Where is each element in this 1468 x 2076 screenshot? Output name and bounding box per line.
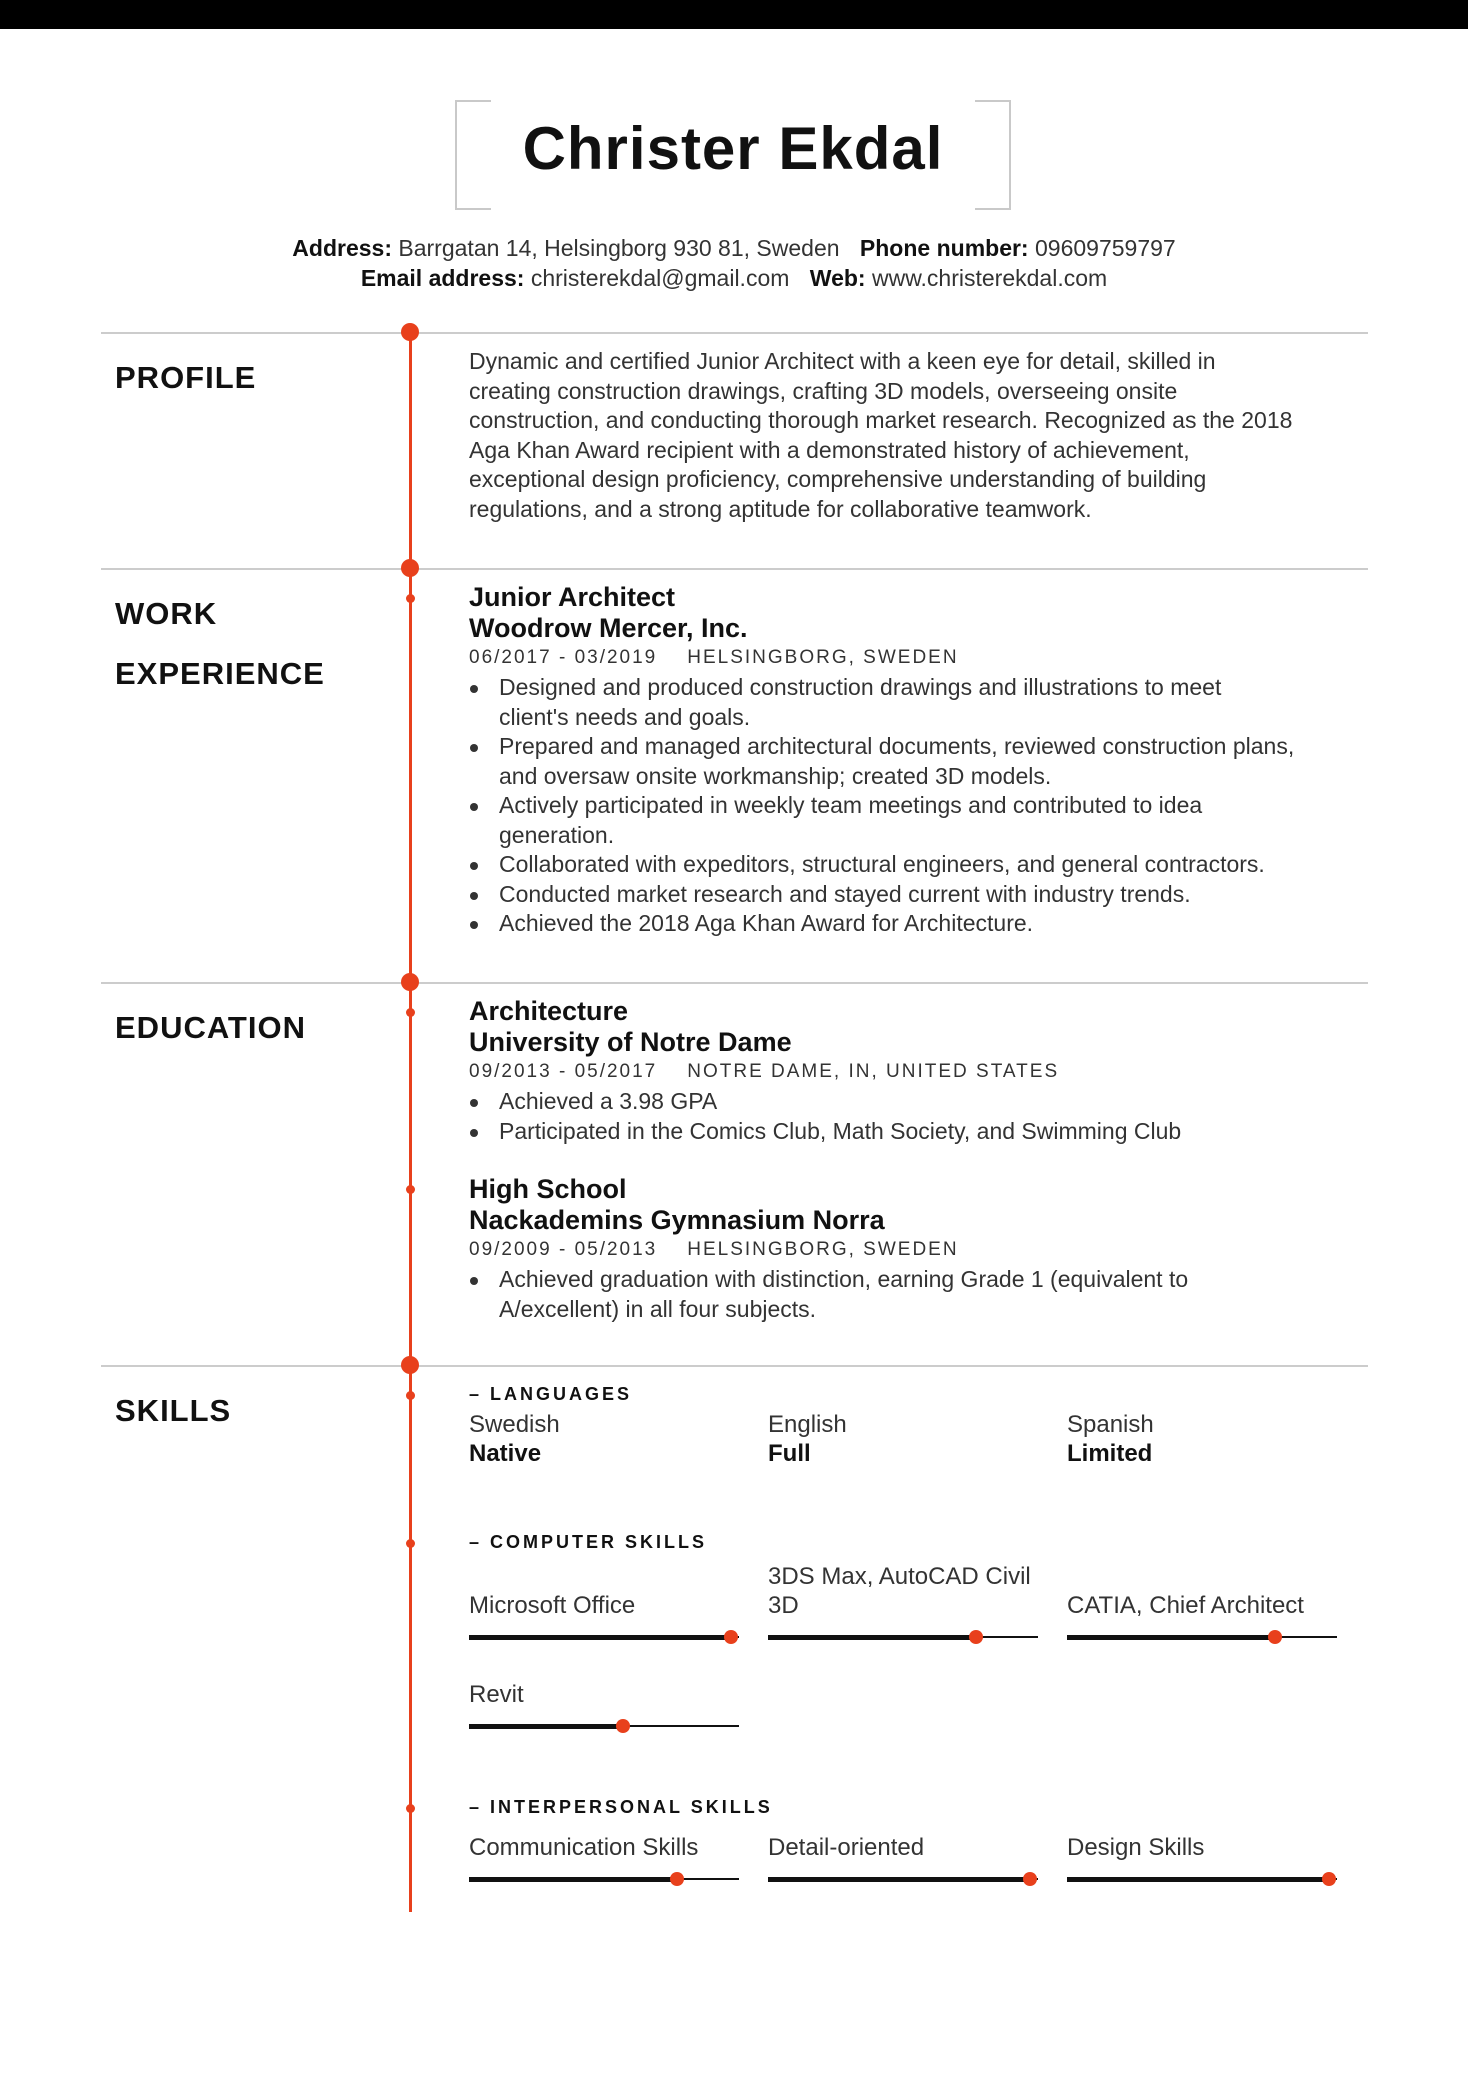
bullet-line: Prepared and managed architectural documents, reviewed construction plans, <box>499 733 1295 759</box>
skill-bar-knob <box>1268 1630 1282 1644</box>
skill-bar-fill <box>768 1877 1030 1882</box>
skill-label-line: Microsoft Office <box>469 1592 636 1619</box>
bullet-item <box>499 732 1369 791</box>
job-bullets <box>469 673 1369 939</box>
education-meta <box>469 1058 1369 1085</box>
bullet-line: generation. <box>499 821 615 848</box>
skill-bar-fill <box>768 1635 976 1640</box>
bullet-item <box>499 1117 1369 1147</box>
skill-item <box>1067 1822 1337 1886</box>
skill-label-line: Revit <box>469 1681 524 1708</box>
timeline-marker <box>406 1391 415 1400</box>
degree-title: High School <box>469 1174 627 1204</box>
timeline-marker <box>406 594 415 603</box>
interpersonal-skills-subheading: – INTERPERSONAL SKILLS <box>469 1797 773 1817</box>
bullet-line: Conducted market research and stayed current with industry trends. <box>499 880 1191 907</box>
bullet-line: Achieved graduation with distinction, earning Grade 1 (equivalent to <box>499 1266 1189 1292</box>
timeline-marker <box>406 1804 415 1813</box>
timeline-dot <box>401 1356 419 1374</box>
job-meta <box>469 644 1369 671</box>
education-dates: 09/2009 - 05/2013 <box>469 1239 658 1260</box>
email-value[interactable]: christerekdal@gmail.com <box>530 265 790 291</box>
timeline-marker <box>406 1185 415 1194</box>
work-heading-line-1: WORK <box>115 596 218 631</box>
bullet-line: Participated in the Comics Club, Math Society, and Swimming Club <box>499 1117 1182 1144</box>
skill-bar-fill <box>469 1877 677 1882</box>
contact-line-1 <box>0 235 1468 262</box>
skill-item <box>469 1669 739 1733</box>
web-label: Web: <box>809 265 866 291</box>
skill-level-bar <box>1067 1872 1337 1886</box>
education-entry <box>469 996 1369 1146</box>
education-heading: EDUCATION <box>115 1010 306 1045</box>
bullet-item <box>499 1087 1369 1117</box>
bullet-line: Achieved a 3.98 GPA <box>499 1088 718 1114</box>
profile-line: creating construction drawings, crafting 3D models, overseeing onsite <box>469 377 1178 404</box>
skill-bar-fill <box>469 1635 731 1640</box>
skill-level-bar <box>469 1872 739 1886</box>
skill-bar-knob <box>1023 1872 1037 1886</box>
email-label: Email address: <box>360 265 525 291</box>
contact-line-2 <box>0 265 1468 292</box>
computer-skills-subheading: – COMPUTER SKILLS <box>469 1532 708 1552</box>
profile-line: Aga Khan Award recipient with a demonstrated history of achievement, <box>469 436 1190 463</box>
skill-level-bar <box>469 1719 739 1733</box>
skill-bar-knob <box>1322 1872 1336 1886</box>
candidate-name: Christer Ekdal <box>522 115 944 182</box>
languages-subheading: – LANGUAGES <box>469 1384 633 1404</box>
bullet-line: and oversaw onsite workmanship; created 3D models. <box>499 762 1052 789</box>
bullet-item <box>499 1265 1369 1324</box>
school-name: Nackademins Gymnasium Norra <box>469 1205 885 1235</box>
education-location: NOTRE DAME, IN, UNITED STATES <box>687 1061 1060 1082</box>
bullet-line: Actively participated in weekly team meetings and contributed to idea <box>499 792 1203 818</box>
language-item <box>768 1410 1048 1468</box>
work-heading <box>115 584 325 704</box>
skill-bar-knob <box>969 1630 983 1644</box>
skill-level-bar <box>1067 1630 1337 1644</box>
section-divider <box>101 1365 1368 1367</box>
skill-label-line: 3D <box>768 1592 799 1619</box>
bullet-line: client's needs and goals. <box>499 703 751 730</box>
education-bullets <box>469 1087 1369 1146</box>
education-meta <box>469 1236 1369 1263</box>
section-divider <box>101 568 1368 570</box>
skill-label <box>469 1591 739 1620</box>
bullet-line: Designed and produced construction drawings and illustrations to meet <box>499 674 1222 700</box>
skill-bar-fill <box>1067 1877 1329 1882</box>
timeline-marker <box>406 1008 415 1017</box>
job-location: HELSINGBORG, SWEDEN <box>687 647 959 668</box>
address-value: Barrgatan 14, Helsingborg 930 81, Sweden <box>398 235 840 261</box>
section-divider <box>101 332 1368 334</box>
skill-bar-knob <box>616 1719 630 1733</box>
skill-level-bar <box>469 1630 739 1644</box>
skill-item <box>469 1822 739 1886</box>
skill-bar-knob <box>670 1872 684 1886</box>
profile-line: construction, and conducting thorough market research. Recognized as the 2018 <box>469 407 1293 433</box>
profile-heading: PROFILE <box>115 360 257 395</box>
language-level: Limited <box>1067 1440 1153 1467</box>
bullet-item <box>499 673 1369 732</box>
timeline-dot <box>401 323 419 341</box>
language-name: Spanish <box>1067 1411 1154 1438</box>
work-heading-line-2: EXPERIENCE <box>115 656 325 691</box>
profile-summary <box>469 347 1369 524</box>
education-entry <box>469 1174 1369 1324</box>
skill-item <box>469 1580 739 1644</box>
section-divider <box>101 982 1368 984</box>
skill-label <box>768 1833 1038 1862</box>
school-name: University of Notre Dame <box>469 1027 792 1057</box>
bullet-item <box>499 880 1369 910</box>
language-level: Full <box>768 1440 811 1467</box>
job-entry <box>469 582 1369 939</box>
top-bar <box>0 0 1468 29</box>
skill-label <box>768 1562 1038 1620</box>
skill-label-line: CATIA, Chief Architect <box>1067 1592 1304 1619</box>
profile-line: exceptional design proficiency, comprehensive understanding of building <box>469 466 1207 492</box>
education-location: HELSINGBORG, SWEDEN <box>687 1239 959 1260</box>
bullet-line: A/excellent) in all four subjects. <box>499 1295 817 1322</box>
language-name: English <box>768 1411 847 1438</box>
profile-line: regulations, and a strong aptitude for collaborative teamwork. <box>469 495 1092 522</box>
education-bullets <box>469 1265 1369 1324</box>
bullet-item <box>499 791 1369 850</box>
timeline-dot <box>401 559 419 577</box>
language-item <box>469 1410 749 1468</box>
job-title: Junior Architect <box>469 582 676 612</box>
skill-bar-fill <box>1067 1635 1275 1640</box>
skill-level-bar <box>768 1630 1038 1644</box>
profile-line: Dynamic and certified Junior Architect with a keen eye for detail, skilled in <box>469 348 1216 374</box>
skill-label <box>469 1680 739 1709</box>
address-label: Address: <box>292 235 392 261</box>
skill-item <box>768 1822 1038 1886</box>
bullet-line: Achieved the 2018 Aga Khan Award for Architecture. <box>499 910 1034 936</box>
job-dates: 06/2017 - 03/2019 <box>469 647 658 668</box>
bullet-item <box>499 850 1369 880</box>
skill-item <box>1067 1580 1337 1644</box>
company-name: Woodrow Mercer, Inc. <box>469 613 748 643</box>
skill-label <box>1067 1833 1337 1862</box>
timeline-marker <box>406 1539 415 1548</box>
skill-bar-knob <box>724 1630 738 1644</box>
skill-label-line: Communication Skills <box>469 1834 699 1861</box>
skill-label-line: Detail-oriented <box>768 1834 925 1861</box>
phone-label: Phone number: <box>859 235 1029 261</box>
skill-label-line: Design Skills <box>1067 1834 1205 1861</box>
bullet-item <box>499 909 1369 939</box>
skills-heading: SKILLS <box>115 1393 232 1428</box>
skill-level-bar <box>768 1872 1038 1886</box>
skill-label-line: 3DS Max, AutoCAD Civil <box>768 1563 1031 1590</box>
phone-value: 09609759797 <box>1034 235 1176 261</box>
skill-item <box>768 1550 1038 1644</box>
bullet-line: Collaborated with expeditors, structural engineers, and general contractors. <box>499 851 1265 877</box>
education-dates: 09/2013 - 05/2017 <box>469 1061 658 1082</box>
language-name: Swedish <box>469 1411 560 1438</box>
degree-title: Architecture <box>469 996 629 1026</box>
language-level: Native <box>469 1440 542 1467</box>
skill-label <box>1067 1591 1337 1620</box>
language-item <box>1067 1410 1347 1468</box>
skill-label <box>469 1833 739 1862</box>
skill-bar-fill <box>469 1724 623 1729</box>
timeline-dot <box>401 973 419 991</box>
name-header <box>455 100 1011 208</box>
web-value[interactable]: www.christerekdal.com <box>871 265 1108 291</box>
